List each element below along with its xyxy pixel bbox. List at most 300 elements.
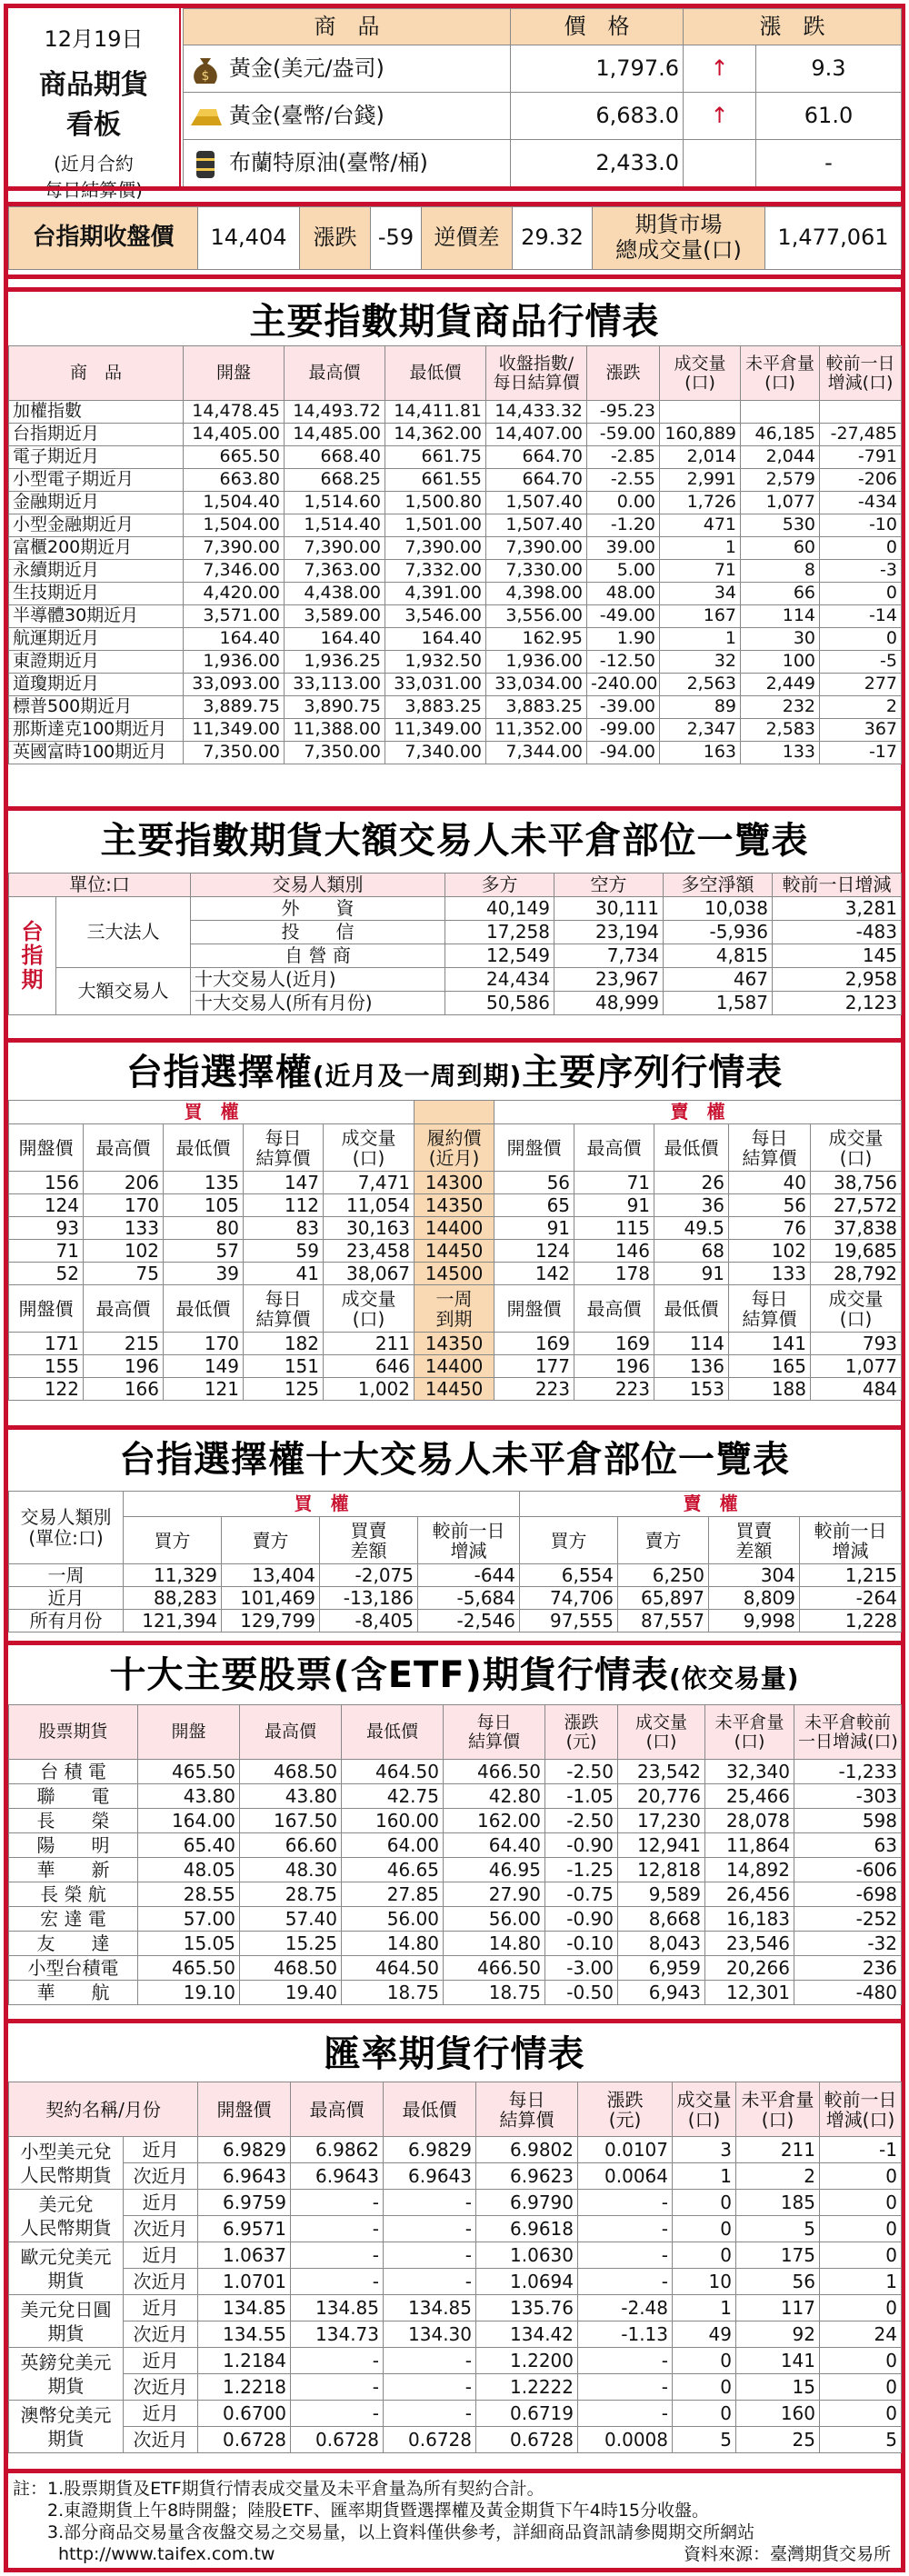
cell: -606 [794, 1858, 902, 1882]
col-header: 成交量 (口) [811, 1124, 902, 1172]
cell: 1 [673, 2163, 736, 2190]
cell: 12,941 [618, 1833, 705, 1858]
cell: 7,363.00 [285, 560, 385, 583]
cell: 80 [164, 1217, 244, 1240]
col-header: 未平倉較前 一日增減(口) [794, 1705, 902, 1760]
col-header: 成交量 (口) [324, 1285, 415, 1333]
cell: 65 [494, 1194, 574, 1217]
cell: 14,362.00 [385, 424, 486, 446]
cell: 1,932.50 [385, 651, 486, 674]
cell: - [384, 2269, 476, 2295]
table-row [9, 2427, 902, 2453]
table-row [9, 719, 902, 742]
cell: 30 [741, 628, 820, 651]
col-header: 最低價 [654, 1285, 729, 1333]
cell: 24,434 [445, 968, 554, 992]
cell: 20,776 [618, 1784, 705, 1809]
cell: 6.9802 [476, 2137, 578, 2163]
product-name: 航運期近月 [9, 628, 184, 651]
cell: 2 [736, 2163, 820, 2190]
cell: 6.9829 [384, 2137, 476, 2163]
col-header: 未平倉量 (口) [705, 1705, 794, 1760]
table-row [9, 674, 902, 696]
s1-title: 主要指數期貨商品行情表 [249, 301, 660, 343]
cell: 33,034.00 [486, 674, 587, 696]
cell: 163 [660, 742, 741, 764]
volume-label-1: 期貨市場 [634, 212, 723, 238]
volume-label-2: 總成交量(口) [615, 237, 742, 263]
cell: 484 [811, 1378, 902, 1401]
table-row [9, 605, 902, 628]
table-row [9, 1956, 902, 1981]
col-header: 每日 結算價 [244, 1285, 324, 1333]
contract-month: 近月 [124, 2190, 198, 2216]
contract-month: 近月 [124, 2401, 198, 2427]
cell: 19.10 [138, 1981, 240, 2005]
col-diff: 較前一日增減 [773, 874, 902, 897]
cell: 48,999 [554, 992, 664, 1015]
cell: 43.80 [240, 1784, 342, 1809]
cell: 7,330.00 [486, 560, 587, 583]
cell: 40,149 [445, 897, 554, 921]
product-name: 小型電子期近月 [9, 469, 184, 492]
cell: 91 [654, 1263, 729, 1285]
cell: 0.6728 [384, 2427, 476, 2453]
cell: 56 [736, 2269, 820, 2295]
cell: 1 [820, 2269, 902, 2295]
cell: 6.9790 [476, 2190, 578, 2216]
table-row [9, 1564, 902, 1587]
cell: 6.9862 [291, 2137, 384, 2163]
s5-title-small: (依交易量) [668, 1663, 800, 1693]
cell: 50,586 [445, 992, 554, 1015]
cell: 115 [574, 1217, 654, 1240]
cell: 100 [741, 651, 820, 674]
cell: 2,044 [741, 446, 820, 469]
table-row [9, 1784, 902, 1809]
col-header: 最高價 [574, 1285, 654, 1333]
index-close-label: 台指期收盤價 [9, 207, 198, 270]
cell: 2,347 [660, 719, 741, 742]
cell: - [578, 2348, 673, 2374]
cell: 793 [811, 1333, 902, 1355]
col-header: 最高價 [291, 2082, 384, 2137]
cell: 41 [244, 1263, 324, 1285]
cell: 28,078 [705, 1809, 794, 1833]
cell: 48.30 [240, 1858, 342, 1882]
table-row [9, 2295, 902, 2321]
col-header: 開盤價 [9, 1124, 84, 1172]
col-header: 最高價 [84, 1124, 164, 1172]
product-name: 小型金融期近月 [9, 514, 184, 537]
cell: - [291, 2216, 384, 2242]
index-futures-table [8, 345, 902, 764]
col-header: 漲跌 (元) [578, 2082, 673, 2137]
cell: 134.55 [198, 2321, 291, 2348]
cell: 23,194 [554, 921, 664, 944]
col-header: 每日 結算價 [244, 1124, 324, 1172]
table-row [9, 651, 902, 674]
col-price: 價 格 [511, 9, 684, 45]
cell: - [291, 2348, 384, 2374]
cell: -1.13 [578, 2321, 673, 2348]
board-title-box [8, 8, 181, 186]
cell: 2,958 [773, 968, 902, 992]
s3-title [8, 1043, 901, 1095]
cell: 11,054 [324, 1194, 415, 1217]
cell: -483 [773, 921, 902, 944]
cell: - [291, 2401, 384, 2427]
cell: 66.60 [240, 1833, 342, 1858]
cell: 136 [654, 1355, 729, 1378]
cell: 3,890.75 [285, 696, 385, 719]
contract-month: 近月 [124, 2137, 198, 2163]
cell: 206 [84, 1172, 164, 1194]
table-row [9, 1333, 902, 1355]
cell: 87,557 [618, 1610, 709, 1632]
commodity-price: 2,433.0 [511, 140, 684, 187]
group-institutional: 三大法人 [56, 897, 191, 968]
cell: 0 [820, 2295, 902, 2321]
col-header: 成交量 (口) [324, 1124, 415, 1172]
cell: 277 [820, 674, 902, 696]
col-header: 最低價 [342, 1705, 444, 1760]
table-row [9, 1760, 902, 1784]
cell: 5 [673, 2427, 736, 2453]
cell: 661.75 [385, 446, 486, 469]
col-header: 成交量 (口) [618, 1705, 705, 1760]
cell: - [384, 2348, 476, 2374]
cell: -59.00 [587, 424, 660, 446]
col-header: 最低價 [654, 1124, 729, 1172]
cell: 9,589 [618, 1882, 705, 1907]
volume-value: 1,477,061 [765, 207, 902, 270]
s3-title-main: 台指選擇權 [125, 1052, 313, 1093]
cell: 3,556.00 [486, 605, 587, 628]
cell: - [578, 2216, 673, 2242]
stock-name: 華 航 [9, 1981, 138, 2005]
cell: 165 [729, 1355, 811, 1378]
cell: 64.00 [342, 1833, 444, 1858]
cell: 145 [773, 944, 902, 968]
table-row [9, 446, 902, 469]
cell: 134.85 [291, 2295, 384, 2321]
col-header: 漲跌 [587, 346, 660, 401]
table-row [9, 1882, 902, 1907]
cell: 63 [794, 1833, 902, 1858]
cell: 19,685 [811, 1240, 902, 1263]
cell: 3,281 [773, 897, 902, 921]
cell: 46.95 [444, 1858, 545, 1882]
cell: 0 [673, 2190, 736, 2216]
cell: 133 [741, 742, 820, 764]
contract-name: 美元兌 人民幣期貨 [9, 2190, 124, 2242]
strike-price: 14350 [415, 1333, 494, 1355]
cell: 2,563 [660, 674, 741, 696]
col-header: 股票期貨 [9, 1705, 138, 1760]
cell: -0.90 [545, 1833, 618, 1858]
col-header: 每日 結算價 [444, 1705, 545, 1760]
cell: 0 [673, 2401, 736, 2427]
cell: 1.0701 [198, 2269, 291, 2295]
cell: 0.0008 [578, 2427, 673, 2453]
cell: 14,407.00 [486, 424, 587, 446]
cell: 661.55 [385, 469, 486, 492]
cell: 223 [494, 1378, 574, 1401]
cell: 129,799 [222, 1610, 320, 1632]
cell: 28.55 [138, 1882, 240, 1907]
cell: -2.50 [545, 1809, 618, 1833]
cell: 33,031.00 [385, 674, 486, 696]
index-close-value: 14,404 [198, 207, 300, 270]
cell: 28.75 [240, 1882, 342, 1907]
cell: 171 [9, 1333, 84, 1355]
s4-title: 台指選擇權十大交易人未平倉部位一覽表 [119, 1439, 790, 1481]
board-note-1: (近月合約 [54, 153, 134, 175]
cell: 3,889.75 [184, 696, 285, 719]
strike-price: 14300 [415, 1172, 494, 1194]
stock-name: 友 達 [9, 1932, 138, 1956]
cell: -8,405 [320, 1610, 418, 1632]
trader-type: 十大交易人(近月) [191, 968, 445, 992]
cell: 117 [736, 2295, 820, 2321]
s6-title: 匯率期貨行情表 [324, 2033, 585, 2075]
cell: -0.50 [545, 1981, 618, 2005]
cell: 25,466 [705, 1784, 794, 1809]
cell: 646 [324, 1355, 415, 1378]
contract-name: 澳幣兌美元 期貨 [9, 2401, 124, 2453]
cell: 178 [574, 1263, 654, 1285]
cell: 97,555 [520, 1610, 618, 1632]
cell: 7,344.00 [486, 742, 587, 764]
cell: 102 [729, 1240, 811, 1263]
cell: 0 [820, 2190, 902, 2216]
cell: -434 [820, 492, 902, 514]
cell: 14,493.72 [285, 401, 385, 424]
cell: - [384, 2242, 476, 2269]
cell: 0 [820, 2242, 902, 2269]
s5-title [8, 1646, 901, 1698]
cell: 15.25 [240, 1932, 342, 1956]
cell: 23,542 [618, 1760, 705, 1784]
cell: 1,507.40 [486, 514, 587, 537]
cell: 3,883.25 [385, 696, 486, 719]
table-row [9, 2348, 902, 2374]
stock-futures-table [8, 1704, 902, 2005]
contract-month: 次近月 [124, 2321, 198, 2348]
col-header: 較前一日 增減 [800, 1517, 902, 1564]
cell: 471 [660, 514, 741, 537]
s2-title: 主要指數期貨大額交易人未平倉部位一覽表 [100, 820, 809, 862]
cell: 122 [9, 1378, 84, 1401]
cell: 196 [574, 1355, 654, 1378]
cell: 464.50 [342, 1760, 444, 1784]
col-header: 較前一日 增減 [418, 1517, 520, 1564]
cell: 25 [736, 2427, 820, 2453]
cell: 92 [736, 2321, 820, 2348]
basis-value: 29.32 [513, 207, 593, 270]
col-header: 未平倉量 (口) [741, 346, 820, 401]
cell: 5.00 [587, 560, 660, 583]
cell: 156 [9, 1172, 84, 1194]
cell: -1,233 [794, 1760, 902, 1784]
cell: -264 [800, 1587, 902, 1610]
product-name: 標普500期近月 [9, 696, 184, 719]
trader-type: 投 信 [191, 921, 445, 944]
cell: 14,405.00 [184, 424, 285, 446]
cell: 1,504.00 [184, 514, 285, 537]
cell: 4,420.00 [184, 583, 285, 605]
cell: 8 [741, 560, 820, 583]
cell: 83 [244, 1217, 324, 1240]
cell: 11,388.00 [285, 719, 385, 742]
board-title-1: 商品期貨 [39, 69, 148, 101]
col-net: 多空淨額 [664, 874, 773, 897]
cell: 23,546 [705, 1932, 794, 1956]
cell: 135 [164, 1172, 244, 1194]
cell: 33,113.00 [285, 674, 385, 696]
product-name: 生技期近月 [9, 583, 184, 605]
col-header: 開盤價 [494, 1124, 574, 1172]
note-1: 註：1.股票期貨及ETF期貨行情表成交量及未平倉量為所有契約合計。 [13, 2479, 544, 2499]
cell: 11,864 [705, 1833, 794, 1858]
trader-type: 外 資 [191, 897, 445, 921]
cell: 1,077 [811, 1355, 902, 1378]
col-header: 漲跌 (元) [545, 1705, 618, 1760]
cell: - [578, 2190, 673, 2216]
cell: 367 [820, 719, 902, 742]
cell: - [291, 2190, 384, 2216]
cell: 160 [736, 2401, 820, 2427]
cell: - [578, 2269, 673, 2295]
cell: 134.42 [476, 2321, 578, 2348]
arrow-cell [684, 140, 756, 187]
cell: 6.9829 [198, 2137, 291, 2163]
col-header: 最高價 [240, 1705, 342, 1760]
cell: 124 [9, 1194, 84, 1217]
period-label: 近月 [9, 1587, 124, 1610]
cell: 4,815 [664, 944, 773, 968]
product-name: 加權指數 [9, 401, 184, 424]
cell: 196 [84, 1355, 164, 1378]
corner-label: 交易人類別 (單位:口) [9, 1492, 124, 1564]
cell: 68 [654, 1240, 729, 1263]
col-header: 較前一日 增減(口) [820, 346, 902, 401]
cell: 7,390.00 [285, 537, 385, 560]
cell: 12,818 [618, 1858, 705, 1882]
cell: 169 [574, 1333, 654, 1355]
cell: 0.6728 [476, 2427, 578, 2453]
taifex-link[interactable]: http://www.taifex.com.tw [58, 2544, 275, 2564]
commodity-change: - [756, 140, 902, 187]
cell: 664.70 [486, 446, 587, 469]
cell: 468.50 [240, 1956, 342, 1981]
stock-name: 聯 電 [9, 1784, 138, 1809]
product-name: 半導體30期近月 [9, 605, 184, 628]
cell: 1.0694 [476, 2269, 578, 2295]
cell: 14.80 [444, 1932, 545, 1956]
cell: -0.90 [545, 1907, 618, 1932]
cell: 91 [494, 1217, 574, 1240]
cell: 232 [741, 696, 820, 719]
cell: - [384, 2374, 476, 2401]
cell: -12.50 [587, 651, 660, 674]
table-row [9, 2190, 902, 2216]
table-row [9, 469, 902, 492]
cell: 1,936.25 [285, 651, 385, 674]
cell: 175 [736, 2242, 820, 2269]
cell: 464.50 [342, 1956, 444, 1981]
cell: -94.00 [587, 742, 660, 764]
cell: 0 [820, 2348, 902, 2374]
cell: 134.30 [384, 2321, 476, 2348]
cell: -0.10 [545, 1932, 618, 1956]
cell: -2.48 [578, 2295, 673, 2321]
cell: 121 [164, 1378, 244, 1401]
period-label: 一周 [9, 1564, 124, 1587]
cell: 1.90 [587, 628, 660, 651]
cell: 32 [660, 651, 741, 674]
cell: 223 [574, 1378, 654, 1401]
cell: 88,283 [124, 1587, 222, 1610]
col-header: 最低價 [164, 1124, 244, 1172]
cell: 6.9643 [198, 2163, 291, 2190]
cell: 598 [794, 1809, 902, 1833]
cell: -1.25 [545, 1858, 618, 1882]
commodity-name: 黃金(臺幣/台錢) [229, 102, 385, 128]
cell: 0.0064 [578, 2163, 673, 2190]
side-label-taifex: 台指期 [9, 897, 56, 1015]
note-3: 3.部分商品交易量含夜盤交易之交易量，以上資料僅供參考，詳細商品資訊請參閱期交所網站 [13, 2522, 755, 2542]
commodity-price: 1,797.6 [511, 45, 684, 93]
cell: 141 [729, 1333, 811, 1355]
cell: 2 [820, 696, 902, 719]
cell: 1,936.00 [486, 651, 587, 674]
table-row [9, 514, 902, 537]
col-header: 每日 結算價 [476, 2082, 578, 2137]
note-2: 2.東證期貨上午8時開盤；陸股ETF、匯率期貨暨選擇權及黃金期貨下午4時15分收盤。 [13, 2501, 710, 2521]
cell: 0.6700 [198, 2401, 291, 2427]
cell: 166 [84, 1378, 164, 1401]
cell: 112 [244, 1194, 324, 1217]
unit-label: 單位:口 [9, 874, 191, 897]
strike-price: 14400 [415, 1355, 494, 1378]
cell: -2.85 [587, 446, 660, 469]
cell: 26,456 [705, 1882, 794, 1907]
cell: 211 [736, 2137, 820, 2163]
col-header: 買賣 差額 [709, 1517, 800, 1564]
table-row [9, 537, 902, 560]
cell: 36 [654, 1194, 729, 1217]
contract-month: 近月 [124, 2242, 198, 2269]
table-row [9, 1981, 902, 2005]
product-name: 英國富時100期近月 [9, 742, 184, 764]
stock-name: 台 積 電 [9, 1760, 138, 1784]
cell: 14,433.32 [486, 401, 587, 424]
col-header: 最低價 [164, 1285, 244, 1333]
gold-bar-icon [187, 98, 224, 135]
strike-price: 14500 [415, 1263, 494, 1285]
cell: 76 [729, 1217, 811, 1240]
strike-price: 14450 [415, 1378, 494, 1401]
cell: 663.80 [184, 469, 285, 492]
col-header: 成交量 (口) [673, 2082, 736, 2137]
col-header: 開盤價 [494, 1285, 574, 1333]
cell: 75 [84, 1263, 164, 1285]
cell: 167.50 [240, 1809, 342, 1833]
cell: 56 [494, 1172, 574, 1194]
cell: 7,332.00 [385, 560, 486, 583]
